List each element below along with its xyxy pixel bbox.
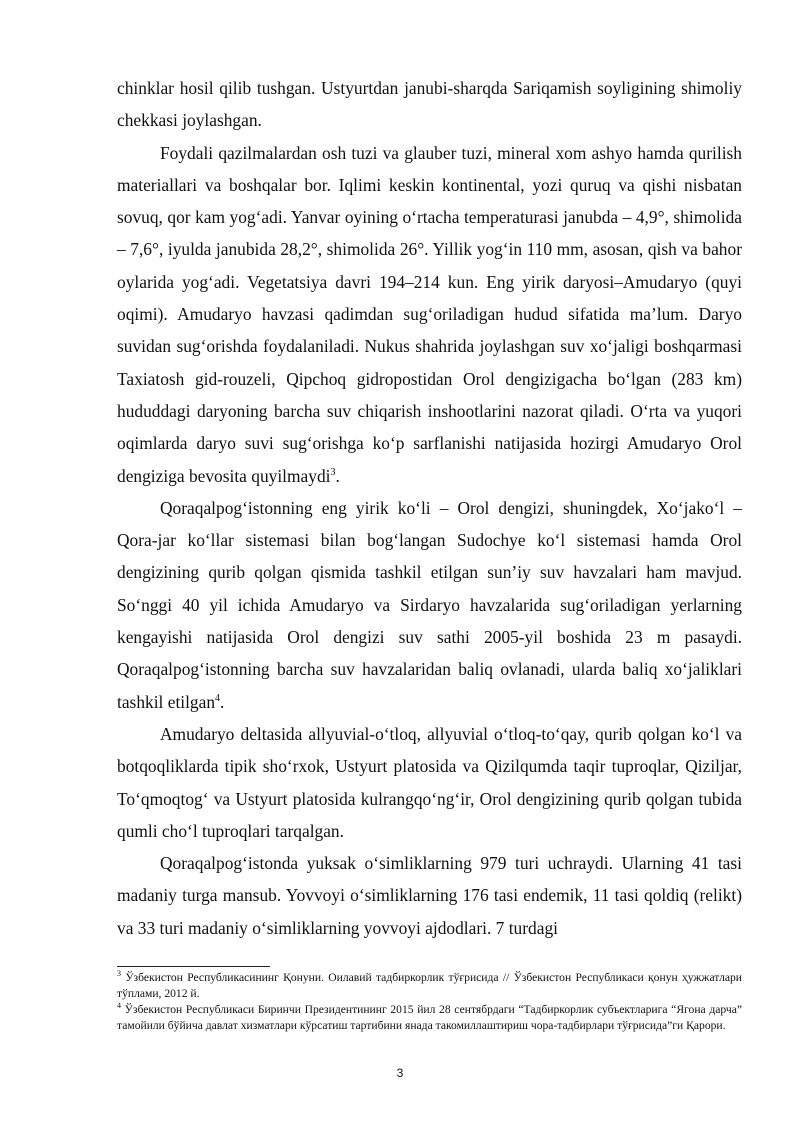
paragraph-3: Qoraqalpog‘istonning eng yirik ko‘li – Orol dengizi, shuningdek, Xo‘jako‘l – Qora-jar ko‘llar sistemasi bilan bog‘langan Sudochye ko‘l sistemasi hamda Orol dengizining qurib qolgan qismida tashkil etilgan sun’iy suv havzalari ham mavjud. So‘nggi 40 yil ichida Amudaryo va Sirdaryo havzalarida sug‘oriladigan yerlarning kengayishi natijasida Orol dengizi suv sathi 2005-yil boshida 23 m pasaydi. Qoraqalpog‘istonning barcha suv havzalaridan baliq ovlanadi, ularda baliq xo‘jaliklari tashkil etilgan$^4$.: [117, 497, 742, 712]
page-number: 3: [396, 1066, 404, 1080]
footnote-ref-3[interactable]: 3: [330, 466, 336, 478]
footnote-3: $^3$ Ўзбекистон Республикасининг Қонуни. Оилавий тадбиркорлик тўғрисида // Ўзбекистон Республикаси қонун ҳужжатлари тўплами, 2012 й.: [117, 969, 742, 1000]
main-text: [117, 72, 742, 944]
paragraph-1: chinklar hosil qilib tushgan. Ustyurtdan janubi-sharqda Sariqamish soyligining shimoliy chekkasi joylashgan.: [117, 78, 742, 131]
paragraph-2: Foydali qazilmalardan osh tuzi va glauber tuzi, mineral xom ashyo hamda qurilish materiallari va boshqalar bor. Iqlimi keskin kontinental, yozi quruq va qishi nisbatan sovuq, qor kam yog‘adi. Yanvar oyining o‘rtacha temperaturasi janubda – 4,9°, shimolida – 7,6°, iyulda janubida 28,2°, shimolida 26°. Yillik yog‘in 110 mm, asosan, qish va bahor oylarida yog‘adi. Vegetatsiya davri 194–214 kun. Eng yirik daryosi–Amudaryo (quyi oqimi). Amudaryo havzasi qadimdan sug‘oriladigan hudud sifatida ma’lum. Daryo suvidan sug‘orishda foydalaniladi. Nukus shahrida joylashgan suv xo‘jaligi boshqarmasi Taxiatosh gid-rouzeli, Qipchoq gidropostidan Orol dengizigacha bo‘lgan (283 km) hududdagi daryoning barcha suv chiqarish inshootlarini nazorat qiladi. O‘rta va yuqori oqimlarda daryo suvi sug‘orishga ko‘p sarflanishi natijasida hozirgi Amudaryo Orol dengiziga bevosita quyilmaydi$^3$.: [117, 142, 742, 486]
paragraph-4: Amudaryo deltasida allyuvial-o‘tloq, allyuvial o‘tloq-to‘qay, qurib qolgan ko‘l va botqoqliklarda tipik sho‘rxok, Ustyurt platosida va Qizilqumda taqir tuproqlar, Qiziljar, To‘qmoqtog‘ va Ustyurt platosida kulrangqo‘ng‘ir, Orol dengizining qurib qolgan tubida qumli cho‘l tuproqlari tarqalgan.: [117, 723, 742, 841]
footnote-ref-4[interactable]: 4: [215, 692, 221, 704]
footnote-4: $^4$ Ўзбекистон Республикаси Биринчи Президентининг 2015 йил 28 сентябрдаги “Тадбиркорлик субъектларига “Ягона дарча” тамойили бўйича давлат хизматлари кўрсатиш тартибини янада такомиллаштириш чора-тадбирлари тўғрисида”ги Қарори.: [117, 1001, 742, 1032]
paragraph-5: Qoraqalpog‘istonda yuksak o‘simliklarning 979 turi uchraydi. Ularning 41 tasi madaniy turga mansub. Yovvoyi o‘simliklarning 176 tasi endemik, 11 tasi qoldiq (relikt) va 33 turi madaniy o‘simliklarning yovvoyi ajdodlari. 7 turdagi: [117, 853, 742, 938]
footnotes: [117, 970, 742, 1034]
footnote-divider: [117, 966, 270, 967]
